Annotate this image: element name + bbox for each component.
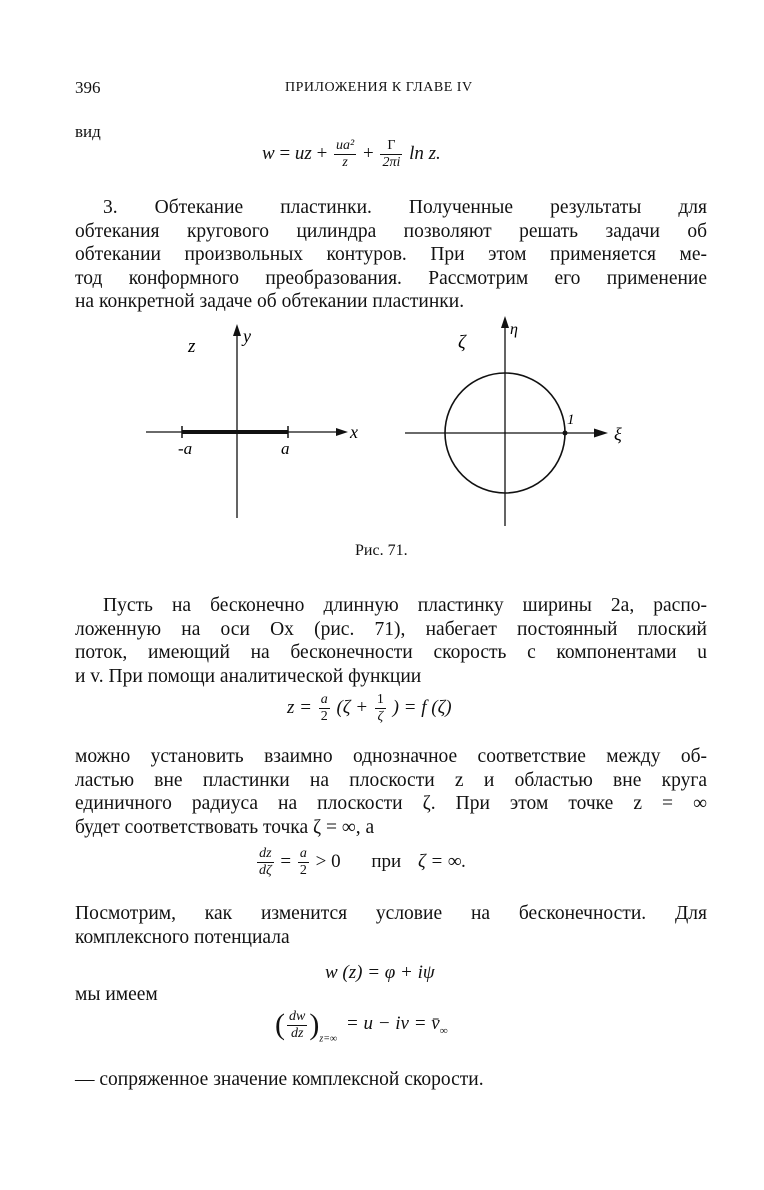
infinity-condition-paragraph xyxy=(75,902,707,949)
formula1-term: uz xyxy=(294,142,312,164)
zeta-plane-label: ζ xyxy=(458,332,466,353)
z-plane-diagram xyxy=(146,324,358,518)
formula3-eq: = xyxy=(280,850,292,872)
formula1-lhs: w xyxy=(262,142,275,164)
formula2-denominator: 2 xyxy=(320,709,328,724)
para-line: тод конформного преобразования. Рассмотрим его применение xyxy=(75,267,707,289)
formula2-close: ) = f (ζ) xyxy=(392,696,452,718)
para-line: и v. При помощи аналитической функции xyxy=(75,665,422,687)
formula2-lhs: z = xyxy=(287,696,312,718)
formula3-condition: ζ = ∞. xyxy=(417,850,467,872)
formula5-rhs: = u − iv = v̄ xyxy=(345,1013,440,1035)
formula3-frac2 xyxy=(298,846,309,879)
figure-caption: Рис. 71. xyxy=(355,542,408,559)
formula3-num1: dz xyxy=(257,846,274,863)
para-line: Посмотрим, как изменится условие на бесконечности. Для xyxy=(75,903,707,924)
para-line: можно установить взаимно однозначное соответствие между об- xyxy=(75,746,707,767)
para-line: ластью вне пластинки на плоскости z и областью вне круга xyxy=(75,769,707,791)
para-line: обтекания кругового цилиндра позволяют решать задачи об xyxy=(75,220,707,242)
formula5-rhs-subscript: ∞ xyxy=(439,1025,448,1038)
formula5-denominator: dz xyxy=(290,1025,304,1041)
formula5-frac xyxy=(287,1009,307,1042)
x-axis-arrow xyxy=(336,428,348,436)
formula3-den1: dζ xyxy=(259,863,272,878)
para-line: ложенную на оси Ox (рис. 71), набегает постоянный плоский xyxy=(75,618,707,640)
formula1-frac2 xyxy=(380,138,402,171)
page-number: 396 xyxy=(75,78,101,97)
formula2-frac xyxy=(319,692,330,725)
xi-axis-label: ξ xyxy=(614,424,622,444)
para-line: Пусть на бесконечно длинную пластинку ширины 2a, распо- xyxy=(103,595,707,616)
formula2-inner-frac xyxy=(375,692,386,725)
formula3-condition-word: при xyxy=(371,850,402,872)
formula1-eq: = xyxy=(279,142,291,164)
point-one xyxy=(563,431,568,436)
formula-derivative xyxy=(255,846,466,879)
section-3-paragraph xyxy=(75,196,707,314)
formula3-den2: 2 xyxy=(299,863,307,878)
y-axis-label: y xyxy=(243,326,251,346)
frac2-denominator: 2πi xyxy=(382,155,401,170)
para-line: единичного радиуса на плоскости ζ. При этом точке z = ∞ xyxy=(75,793,707,814)
formula5-numerator: dw xyxy=(289,1008,306,1024)
mapping-paragraph xyxy=(75,745,707,839)
figure-71 xyxy=(0,300,764,540)
formula3-ineq: > 0 xyxy=(315,850,341,872)
formula2-numerator: a xyxy=(320,692,328,707)
para-line: будет соответствовать точка ζ = ∞, а xyxy=(75,816,375,838)
point-one-label: 1 xyxy=(567,412,575,428)
running-header: ПРИЛОЖЕНИЯ К ГЛАВЕ IV xyxy=(285,80,473,95)
frac2-numerator: Γ xyxy=(380,138,402,155)
formula2-inner-numerator: 1 xyxy=(376,692,384,707)
para-line: обтекании произвольных контуров. При этом применяется ме- xyxy=(75,244,707,265)
frac1-numerator: ua² xyxy=(336,138,355,153)
para-line: 3. Обтекание пластинки. Полученные результаты для xyxy=(103,197,707,218)
intro-word: вид xyxy=(75,122,101,141)
formula1-frac1 xyxy=(334,138,356,171)
formula3-frac1 xyxy=(257,846,274,879)
eta-axis-arrow xyxy=(501,316,509,328)
y-axis-arrow xyxy=(233,324,241,336)
xi-axis-arrow xyxy=(594,429,608,438)
eta-axis-label: η xyxy=(510,321,518,338)
formula-zhukovsky xyxy=(287,692,452,725)
formula-w-potential xyxy=(262,138,441,171)
final-line: — сопряженное значение комплексной скорости. xyxy=(75,1069,484,1090)
formula5-subscript: z=∞ xyxy=(319,1033,338,1045)
frac1-denominator: z xyxy=(342,155,348,170)
tick-label-left: -a xyxy=(178,439,193,458)
formula2-open: (ζ + xyxy=(336,696,369,718)
z-plane-label: z xyxy=(188,336,196,357)
formula1-plus: + xyxy=(316,142,328,164)
x-axis-label: x xyxy=(350,422,358,442)
zeta-plane-diagram xyxy=(405,316,622,526)
para-line: поток, имеющий на бесконечности скорость с компонентами u xyxy=(75,642,707,663)
para-line: на конкретной задаче об обтекании пластинки. xyxy=(75,291,465,312)
para-line: комплексного потенциала xyxy=(75,926,290,948)
tick-label-right: a xyxy=(281,439,290,458)
formula1-plus-2: + xyxy=(362,142,374,164)
we-have-text: мы имеем xyxy=(75,984,158,1005)
formula3-num2: a xyxy=(299,846,307,861)
formula-complex-potential: w (z) = φ + iψ xyxy=(325,962,435,983)
formula2-inner-denominator: ζ xyxy=(377,709,384,724)
formula1-log: ln z. xyxy=(409,142,441,164)
formula-conjugate-velocity: ( $\frac{dw}{dz}$ )$_{z=\infty} = u$ − iv = $v̄_\infty$ xyxy=(275,1008,448,1045)
plate-flow-paragraph xyxy=(75,594,707,688)
